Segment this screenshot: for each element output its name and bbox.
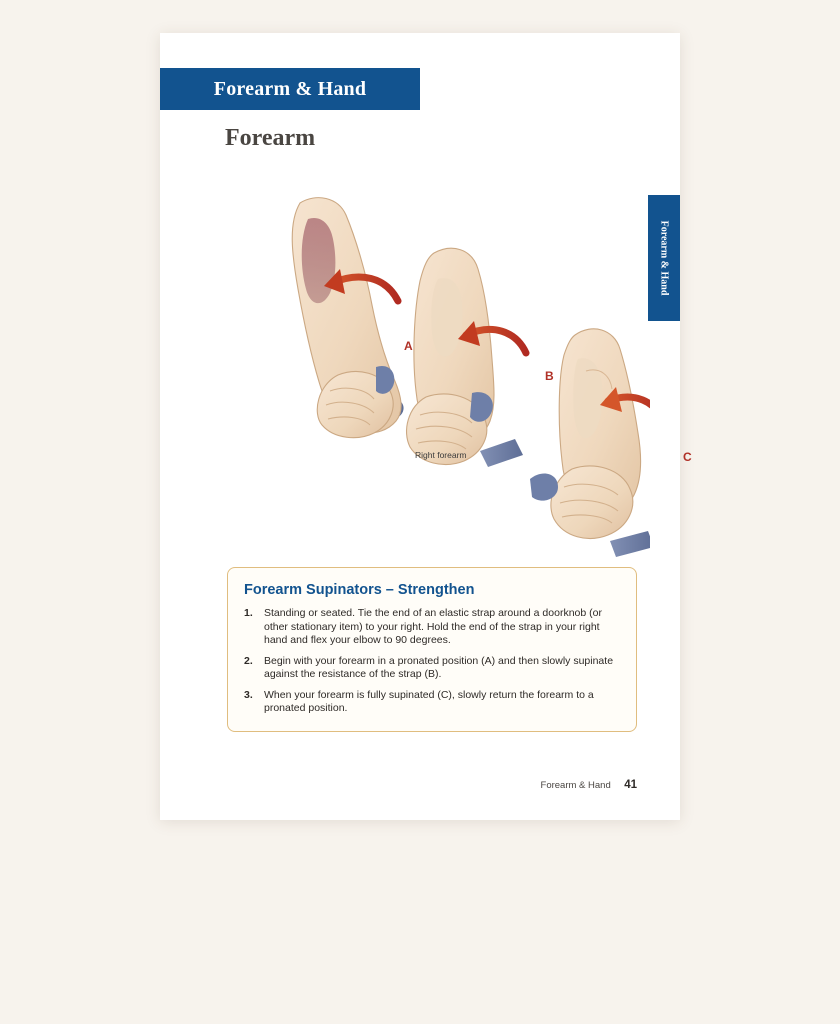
figure-b-arm <box>407 248 526 467</box>
figure-c-arm <box>530 329 650 557</box>
figure-a-arm <box>292 198 403 438</box>
instruction-step <box>244 607 620 648</box>
instruction-step <box>244 689 620 716</box>
side-tab <box>648 195 680 321</box>
figure-label-c: C <box>683 450 692 464</box>
step-text: Standing or seated. Tie the end of an elastic strap around a doorknob (or other stationary item) to your right. Hold the end of the strap in your right hand and flex your elbow to 90 degrees. <box>264 607 602 646</box>
step-number: 3. <box>244 688 253 701</box>
step-text: When your forearm is fully supinated (C), slowly return the forearm to a pronated position. <box>264 688 594 714</box>
figure-label-a: A <box>404 339 413 353</box>
strap-b <box>480 439 523 467</box>
muscle-shading-a <box>302 218 336 303</box>
step-number: 1. <box>244 607 253 619</box>
illustration-svg <box>190 153 650 563</box>
document-page <box>160 33 692 820</box>
instruction-card <box>227 567 637 732</box>
footer-page-number: 41 <box>624 779 637 791</box>
page-footer <box>160 775 680 793</box>
side-tab-label: Forearm & Hand <box>658 220 670 296</box>
step-text: Begin with your forearm in a pronated position (A) and then slowly supinate against the resistance of the strap (B). <box>264 654 614 680</box>
section-title: Forearm <box>225 125 316 151</box>
instruction-card-title: Forearm Supinators – Strengthen <box>244 582 475 598</box>
figure-caption: Right forearm <box>415 450 467 460</box>
instruction-step <box>244 655 620 682</box>
instruction-steps-list <box>244 607 620 716</box>
strap-c <box>610 531 650 557</box>
step-number: 2. <box>244 654 253 667</box>
footer-chapter-label: Forearm & Hand <box>540 780 611 791</box>
chapter-banner <box>160 68 420 110</box>
chapter-banner-label: Forearm & Hand <box>213 77 367 100</box>
figure-label-b: B <box>545 369 554 383</box>
